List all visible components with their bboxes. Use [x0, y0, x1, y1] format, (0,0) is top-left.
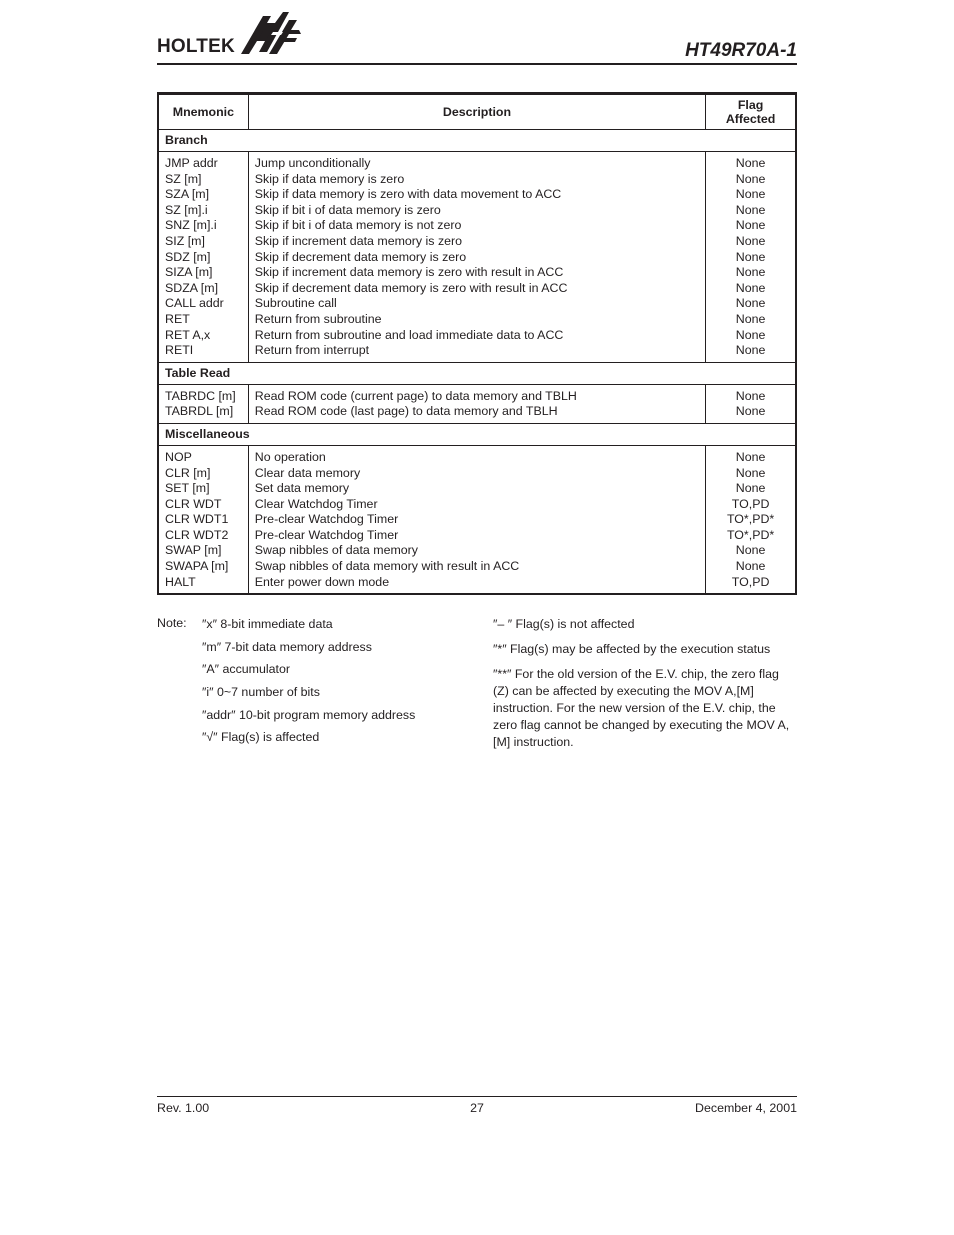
description-text: Skip if increment data memory is zero with result in ACC	[254, 265, 564, 280]
instruction-table-container	[157, 92, 797, 602]
note-item: ″addr″ 10-bit program memory address	[202, 707, 416, 722]
description-text: Swap nibbles of data memory	[254, 543, 419, 558]
description-header: Description	[248, 94, 705, 130]
mnemonic-text: SDZA [m]	[165, 280, 219, 295]
mnemonic-text: CLR WDT2	[165, 527, 229, 542]
flag-text: None	[735, 388, 766, 403]
page-header	[157, 12, 797, 66]
notes-right-column	[493, 616, 798, 759]
section-body-row	[158, 445, 796, 594]
description-text: Subroutine call	[254, 296, 337, 311]
description-text: Clear Watchdog Timer	[254, 496, 378, 511]
description-text: Skip if bit i of data memory is zero	[254, 202, 441, 217]
description-text: Skip if data memory is zero	[254, 171, 405, 186]
flag-text: TO,PD	[731, 496, 770, 511]
section-title: Table Read	[158, 362, 796, 384]
description-text: Skip if bit i of data memory is not zero	[254, 218, 462, 233]
flag-text: None	[735, 280, 766, 295]
logo-text: HOLTEK	[157, 36, 235, 57]
flag-text: None	[735, 404, 766, 419]
mnemonic-text: TABRDL [m]	[165, 404, 234, 419]
description-text: Skip if decrement data memory is zero	[254, 249, 467, 264]
flag-text: None	[735, 543, 766, 558]
description-text: Skip if decrement data memory is zero with result in ACC	[254, 280, 568, 295]
instruction-set-table	[157, 92, 797, 595]
mnemonic-text: SWAP [m]	[165, 543, 222, 558]
table-header-row	[158, 94, 796, 130]
mnemonic-text: SIZ [m]	[165, 233, 205, 248]
document-title: HT49R70A-1	[685, 40, 797, 61]
description-text: Clear data memory	[254, 465, 361, 480]
mnemonic-text: SWAPA [m]	[165, 559, 229, 574]
note-item: ″m″ 7-bit data memory address	[202, 639, 372, 654]
flag-text: None	[735, 233, 766, 248]
mnemonic-text: CLR WDT	[165, 496, 222, 511]
flag-text: None	[735, 296, 766, 311]
flag-text: None	[735, 249, 766, 264]
mnemonic-text: CALL addr	[165, 296, 224, 311]
flag-text: None	[735, 218, 766, 233]
description-cell	[248, 445, 705, 594]
footer-divider	[157, 1096, 797, 1097]
section-body-row	[158, 384, 796, 423]
description-text: Pre-clear Watchdog Timer	[254, 527, 399, 542]
note-item: ″A″ accumulator	[202, 662, 290, 677]
table-body	[158, 130, 796, 595]
mnemonic-text: SZA [m]	[165, 187, 210, 202]
description-text: No operation	[254, 449, 326, 464]
flag-text: None	[735, 343, 766, 358]
flag-text: None	[735, 156, 766, 170]
section-title: Branch	[158, 130, 796, 152]
mnemonic-text: RET	[165, 311, 190, 326]
description-cell	[248, 384, 705, 423]
flag-text: None	[735, 449, 766, 464]
description-text: Read ROM code (current page) to data memory and TBLH	[254, 388, 577, 403]
mnemonic-text: HALT	[165, 574, 196, 589]
description-text: Return from subroutine	[254, 311, 382, 326]
flag-text: None	[735, 481, 766, 496]
description-text: Read ROM code (last page) to data memory and TBLH	[254, 404, 558, 419]
description-text: Swap nibbles of data memory with result in ACC	[254, 559, 520, 574]
mnemonic-text: NOP	[165, 449, 192, 464]
publication-date: December 4, 2001	[695, 1101, 797, 1115]
page-footer	[157, 1096, 797, 1118]
holtek-logo-icon	[239, 12, 303, 60]
mnemonic-text: CLR [m]	[165, 465, 211, 480]
mnemonic-header: Mnemonic	[158, 94, 248, 130]
note-item: ″*″ Flag(s) may be affected by the execution status	[493, 642, 771, 656]
section-title: Miscellaneous	[158, 423, 796, 445]
mnemonic-text: RET A,x	[165, 327, 211, 342]
flag-cell	[706, 384, 796, 423]
section-row	[158, 423, 796, 445]
mnemonic-text: CLR WDT1	[165, 512, 229, 527]
section-body-row	[158, 152, 796, 363]
flag-header-line2: Affected	[725, 112, 776, 126]
mnemonic-text: SZ [m].i	[165, 202, 208, 217]
note-item: ″x″ 8-bit immediate data	[202, 617, 333, 631]
flag-cell	[706, 445, 796, 594]
description-text: Return from interrupt	[254, 343, 370, 358]
description-text: Skip if increment data memory is zero	[254, 233, 463, 248]
flag-text: None	[735, 327, 766, 342]
description-cell	[248, 152, 705, 363]
mnemonic-text: SNZ [m].i	[165, 218, 217, 233]
flag-text: None	[735, 202, 766, 217]
mnemonic-text: SIZA [m]	[165, 265, 213, 280]
revision-label: Rev. 1.00	[157, 1101, 210, 1115]
flag-text: None	[735, 187, 766, 202]
flag-text: None	[735, 171, 766, 186]
section-row	[158, 130, 796, 152]
flag-header-line1: Flag	[737, 98, 764, 112]
note-item: ″i″ 0~7 number of bits	[202, 685, 320, 700]
flag-text: None	[735, 265, 766, 280]
mnemonic-text: SZ [m]	[165, 171, 202, 186]
mnemonic-cell	[158, 445, 248, 594]
note-label: Note:	[157, 616, 187, 630]
notes-left-column	[202, 616, 482, 752]
flag-text: TO*,PD*	[726, 527, 775, 542]
note-item: ″– ″ Flag(s) is not affected	[493, 617, 635, 631]
description-text: Skip if data memory is zero with data movement to ACC	[254, 187, 562, 202]
mnemonic-text: TABRDC [m]	[165, 388, 236, 403]
description-text: Jump unconditionally	[254, 156, 371, 170]
flag-affected-header	[706, 94, 796, 130]
note-item: ″√″ Flag(s) is affected	[202, 730, 320, 745]
description-text: Return from subroutine and load immediate data to ACC	[254, 327, 564, 342]
flag-text: None	[735, 559, 766, 574]
description-text: Set data memory	[254, 481, 350, 496]
flag-text: None	[735, 465, 766, 480]
flag-text: TO*,PD*	[726, 512, 775, 527]
page-number: 27	[470, 1101, 484, 1115]
section-row	[158, 362, 796, 384]
mnemonic-text: SDZ [m]	[165, 249, 211, 264]
mnemonic-text: JMP addr	[165, 156, 218, 170]
description-text: Enter power down mode	[254, 574, 390, 589]
mnemonic-cell	[158, 384, 248, 423]
mnemonic-text: RETI	[165, 343, 194, 358]
mnemonic-text: SET [m]	[165, 481, 210, 496]
mnemonic-cell	[158, 152, 248, 363]
flag-text: TO,PD	[731, 574, 770, 589]
flag-text: None	[735, 311, 766, 326]
header-divider	[157, 63, 797, 65]
note-item: ″**″ For the old version of the E.V. chip, the zero flag (Z) can be affected by executing the MOV A,[M] instruction. For the new version of the E.V. chip, the zero flag cannot be changed by executing the MOV A,[M] instruction.	[493, 667, 790, 749]
flag-cell	[706, 152, 796, 363]
description-text: Pre-clear Watchdog Timer	[254, 512, 399, 527]
